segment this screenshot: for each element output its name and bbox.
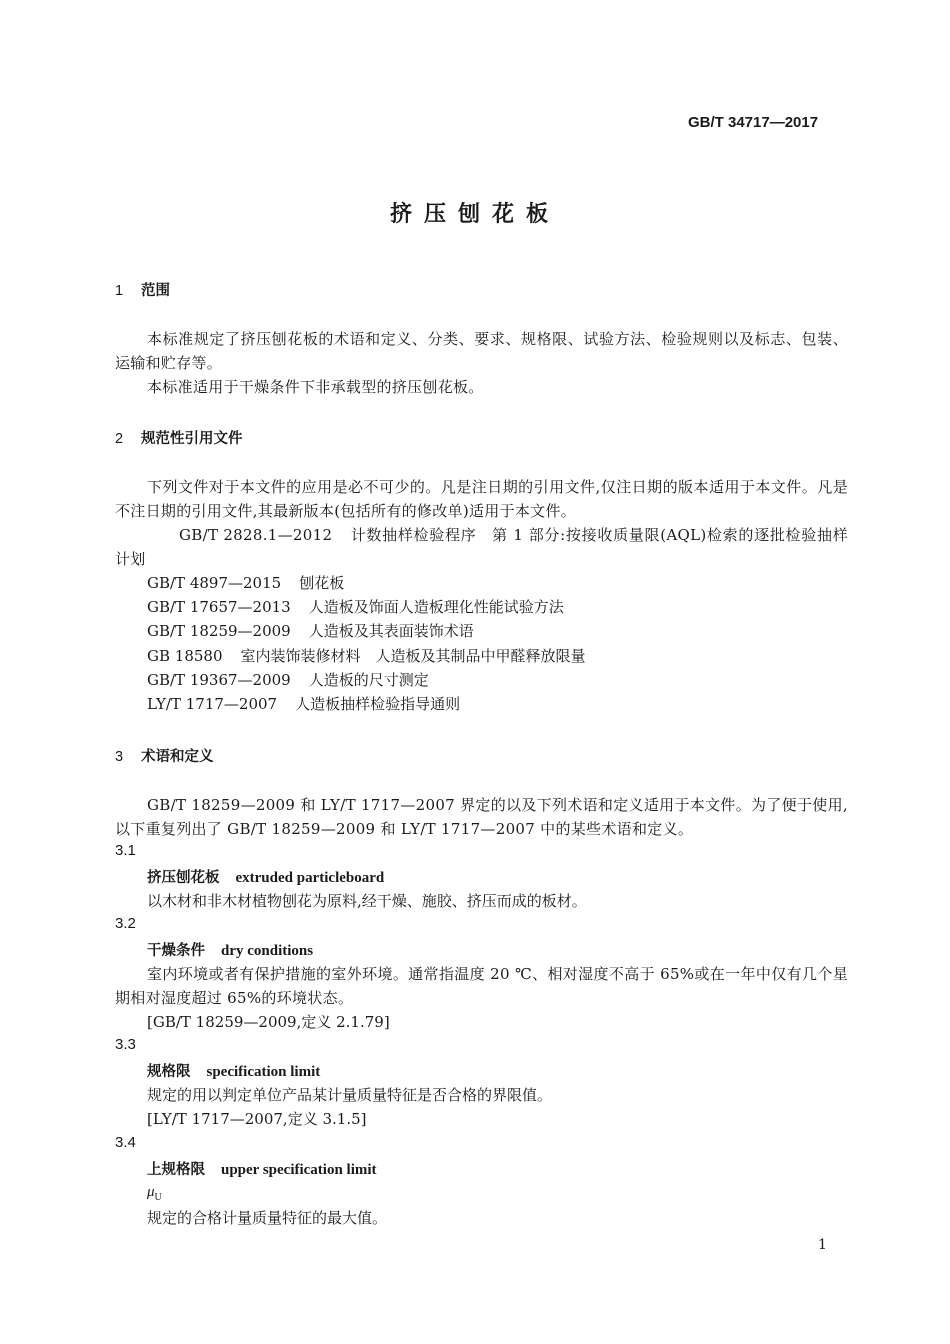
reference-code: LY/T 1717—2007 [147, 695, 278, 713]
section-title: 规范性引用文件 [141, 431, 243, 447]
reference-code: GB/T 2828.1—2012 [179, 526, 333, 544]
term-entry [147, 1158, 377, 1179]
reference-title: 刨花板 [299, 574, 345, 592]
paragraph: 本标准适用于干燥条件下非承载型的挤压刨花板。 [147, 378, 484, 396]
term-definition: 规定的合格计量质量特征的最大值。 [147, 1209, 388, 1227]
clause-number: 3.2 [115, 915, 136, 932]
clause-number: 3.3 [115, 1036, 136, 1053]
paragraph: 下列文件对于本文件的应用是必不可少的。凡是注日期的引用文件,仅注日期的版本适用于本文件。凡是不注日期的引用文件,其最新版本(包括所有的修改单)适用于本文件。 [115, 478, 848, 520]
reference-item [147, 596, 564, 617]
term-chinese: 规格限 [147, 1064, 191, 1080]
term-english: specification limit [206, 1064, 321, 1080]
section-title: 术语和定义 [141, 749, 214, 765]
reference-title: 人造板及饰面人造板理化性能试验方法 [308, 598, 564, 616]
reference-title: 计数抽样检验程序 第 1 部分:按接收质量限(AQL)检索的逐批检验抽样计划 [115, 526, 848, 568]
clause-number: 3.4 [115, 1134, 136, 1151]
term-chinese: 挤压刨花板 [147, 870, 220, 886]
section-heading-scope [115, 279, 170, 300]
term-definition: 规定的用以判定单位产品某计量质量特征是否合格的界限值。 [147, 1086, 553, 1104]
page-number: 1 [818, 1237, 827, 1253]
reference-title: 人造板抽样检验指导通则 [295, 695, 461, 713]
term-entry [147, 866, 384, 887]
reference-item [115, 523, 848, 571]
term-english: extruded particleboard [235, 870, 385, 886]
term-entry [147, 939, 313, 960]
reference-code: GB/T 17657—2013 [147, 598, 291, 616]
symbol-letter: μ [147, 1184, 155, 1200]
section-title: 范围 [141, 283, 170, 299]
reference-item [147, 572, 344, 593]
symbol-subscript: U [154, 1192, 162, 1203]
reference-title: 室内装饰装修材料 人造板及其制品中甲醛释放限量 [240, 647, 586, 665]
term-english: dry conditions [221, 943, 314, 959]
section-heading-normative-refs [115, 427, 243, 448]
reference-code: GB/T 18259—2009 [147, 622, 291, 640]
section-number: 3 [115, 749, 124, 765]
term-entry [147, 1060, 320, 1081]
reference-item [147, 645, 586, 666]
term-source: [GB/T 18259—2009,定义 2.1.79] [147, 1013, 390, 1031]
standard-number: GB/T 34717—2017 [688, 114, 819, 131]
section-number: 2 [115, 431, 124, 447]
term-chinese: 干燥条件 [147, 943, 205, 959]
reference-title: 人造板及其表面装饰术语 [308, 622, 474, 640]
clause-number: 3.1 [115, 842, 136, 859]
term-definition: 以木材和非木材植物刨花为原料,经干燥、施胶、挤压而成的板材。 [147, 892, 587, 910]
paragraph: GB/T 18259—2009 和 LY/T 1717—2007 界定的以及下列术语和定义适用于本文件。为了便于使用,以下重复列出了 GB/T 18259—2009 和 LY/T 1717—2007 中的某些术语和定义。 [115, 796, 848, 838]
section-number: 1 [115, 283, 124, 299]
reference-code: GB/T 19367—2009 [147, 671, 291, 689]
section-heading-terms [115, 745, 214, 766]
term-source: [LY/T 1717—2007,定义 3.1.5] [147, 1110, 367, 1128]
term-english: upper specification limit [221, 1162, 377, 1178]
reference-item [147, 669, 429, 690]
term-chinese: 上规格限 [147, 1162, 205, 1178]
reference-title: 人造板的尺寸测定 [308, 671, 429, 689]
reference-code: GB/T 4897—2015 [147, 574, 282, 592]
reference-item [147, 693, 460, 714]
document-title: 挤压刨花板 [389, 202, 560, 227]
reference-item [147, 620, 474, 641]
paragraph: 本标准规定了挤压刨花板的术语和定义、分类、要求、规格限、试验方法、检验规则以及标志、包装、运输和贮存等。 [115, 330, 848, 372]
term-symbol [147, 1184, 162, 1203]
term-definition: 室内环境或者有保护措施的室外环境。通常指温度 20 ℃、相对湿度不高于 65%或在一年中仅有几个星期相对湿度超过 65%的环境状态。 [115, 965, 848, 1007]
reference-code: GB 18580 [147, 647, 223, 665]
